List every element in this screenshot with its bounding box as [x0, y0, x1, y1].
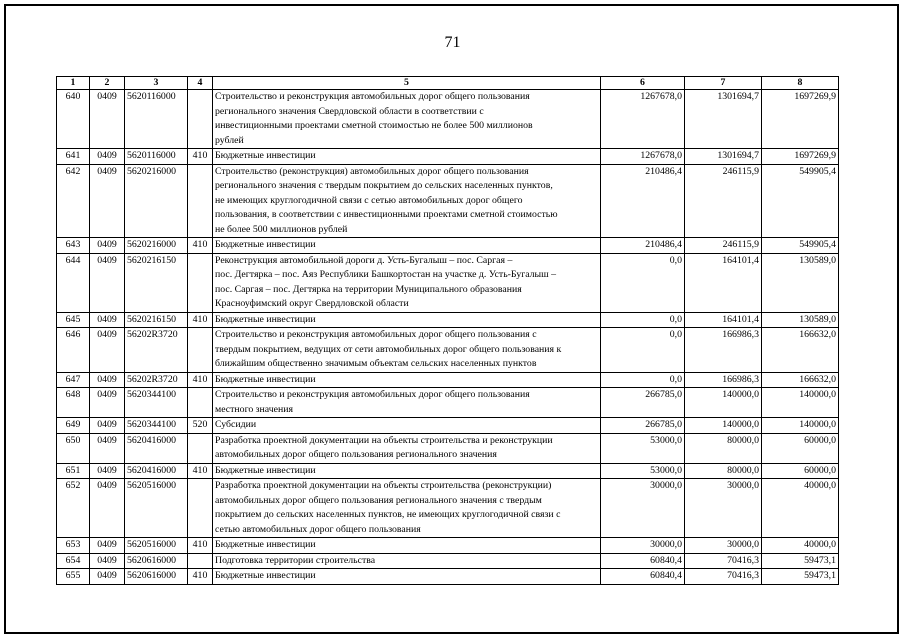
amount-col8-cell: 130589,0	[762, 312, 839, 328]
amount-col7-cell: 70416,3	[685, 553, 762, 569]
row-number-cell: 650	[57, 433, 90, 463]
description-line: Строительство и реконструкция автомобильных дорог общего пользования	[215, 389, 530, 400]
description-line: Реконструкция автомобильной дороги д. Усть-Бугалыш – пос. Саргая –	[215, 254, 513, 266]
amount-col6-cell: 60840,4	[601, 553, 685, 569]
description-cell	[213, 463, 601, 479]
description-line: Строительство (реконструкция) автомобильных дорог общего пользования	[215, 165, 529, 177]
target-article-cell: 5620216000	[125, 238, 188, 254]
table-row	[57, 90, 839, 149]
amount-col7-cell: 166986,3	[685, 372, 762, 388]
amount-col7-cell: 140000,0	[685, 388, 762, 418]
row-number-cell: 644	[57, 253, 90, 312]
description-cell	[213, 253, 601, 312]
amount-col7-cell: 1301694,7	[685, 90, 762, 149]
amount-col6-cell: 30000,0	[601, 479, 685, 538]
target-article-cell: 5620216150	[125, 312, 188, 328]
amount-col6-cell: 0,0	[601, 372, 685, 388]
table-row	[57, 538, 839, 554]
amount-col6-cell: 210486,4	[601, 164, 685, 238]
description-line: Подготовка территории строительства	[215, 554, 376, 566]
row-number-cell: 646	[57, 328, 90, 373]
table-row	[57, 312, 839, 328]
description-cell	[213, 149, 601, 165]
description-cell	[213, 238, 601, 254]
amount-col6-cell: 266785,0	[601, 418, 685, 434]
amount-col6-cell: 0,0	[601, 312, 685, 328]
amount-col8-cell: 60000,0	[762, 463, 839, 479]
amount-col8-cell: 166632,0	[762, 372, 839, 388]
description-cell	[213, 312, 601, 328]
target-article-cell: 5620416000	[125, 463, 188, 479]
amount-col7-cell: 164101,4	[685, 253, 762, 312]
table-row	[57, 418, 839, 434]
row-number-cell: 645	[57, 312, 90, 328]
amount-col8-cell: 140000,0	[762, 418, 839, 434]
description-cell	[213, 418, 601, 434]
expense-type-cell: 520	[188, 418, 213, 434]
amount-col8-cell: 140000,0	[762, 388, 839, 418]
description-line: пользования, в соответствии с инвестиционными проектами сметной стоимостью	[215, 209, 558, 220]
row-number-cell: 649	[57, 418, 90, 434]
section-code-cell: 0409	[90, 312, 125, 328]
expense-type-cell: 410	[188, 372, 213, 388]
row-number-cell: 647	[57, 372, 90, 388]
amount-col6-cell: 0,0	[601, 253, 685, 312]
amount-col8-cell: 166632,0	[762, 328, 839, 373]
section-code-cell: 0409	[90, 149, 125, 165]
section-code-cell: 0409	[90, 463, 125, 479]
page-number: 71	[444, 34, 461, 51]
row-number-cell: 654	[57, 553, 90, 569]
target-article-cell: 5620116000	[125, 90, 188, 149]
table-row	[57, 372, 839, 388]
description-cell	[213, 433, 601, 463]
description-line: рублей	[215, 134, 244, 146]
amount-col8-cell: 59473,1	[762, 553, 839, 569]
description-line: сетью автомобильных дорог общего пользования	[215, 523, 421, 535]
section-code-cell: 0409	[90, 328, 125, 373]
section-code-cell: 0409	[90, 372, 125, 388]
amount-col8-cell: 60000,0	[762, 433, 839, 463]
amount-col6-cell: 53000,0	[601, 433, 685, 463]
description-line: не имеющих круглогодичной связи с сетью автомобильных дорог общего	[215, 194, 523, 206]
description-line: покрытием до сельских населенных пунктов, не имеющих круглогодичной связи с	[215, 509, 561, 520]
description-line: Строительство и реконструкция автомобильных дорог общего пользования с	[215, 329, 537, 340]
description-line: Бюджетные инвестиции	[215, 239, 316, 250]
amount-col7-cell: 140000,0	[685, 418, 762, 434]
description-cell	[213, 328, 601, 373]
target-article-cell: 5620116000	[125, 149, 188, 165]
table-row	[57, 164, 839, 238]
target-article-cell: 5620216000	[125, 164, 188, 238]
table-row	[57, 238, 839, 254]
description-line: Субсидии	[215, 419, 257, 430]
amount-col6-cell: 30000,0	[601, 538, 685, 554]
description-line: не более 500 миллионов рублей	[215, 223, 348, 235]
amount-col6-cell: 0,0	[601, 328, 685, 373]
amount-col8-cell: 1697269,9	[762, 90, 839, 149]
section-code-cell: 0409	[90, 418, 125, 434]
table-row	[57, 479, 839, 538]
expense-type-cell	[188, 553, 213, 569]
amount-col7-cell: 30000,0	[685, 479, 762, 538]
section-code-cell: 0409	[90, 433, 125, 463]
expense-type-cell	[188, 90, 213, 149]
expense-type-cell: 410	[188, 238, 213, 254]
amount-col6-cell: 60840,4	[601, 569, 685, 585]
section-code-cell: 0409	[90, 479, 125, 538]
expense-type-cell: 410	[188, 569, 213, 585]
section-code-cell: 0409	[90, 253, 125, 312]
amount-col7-cell: 166986,3	[685, 328, 762, 373]
description-line: автомобильных дорог общего пользования регионального значения с твердым	[215, 494, 542, 506]
description-line: Бюджетные инвестиции	[215, 539, 316, 550]
description-line: Бюджетные инвестиции	[215, 373, 316, 385]
section-code-cell: 0409	[90, 538, 125, 554]
expense-type-cell: 410	[188, 538, 213, 554]
amount-col6-cell: 210486,4	[601, 238, 685, 254]
table-row	[57, 569, 839, 585]
amount-col7-cell: 164101,4	[685, 312, 762, 328]
expense-type-cell	[188, 164, 213, 238]
section-code-cell: 0409	[90, 90, 125, 149]
amount-col8-cell: 40000,0	[762, 479, 839, 538]
target-article-cell: 5620344100	[125, 418, 188, 434]
target-article-cell: 5620416000	[125, 433, 188, 463]
target-article-cell: 56202R3720	[125, 328, 188, 373]
expense-type-cell	[188, 479, 213, 538]
amount-col8-cell: 59473,1	[762, 569, 839, 585]
amount-col6-cell: 266785,0	[601, 388, 685, 418]
amount-col6-cell: 1267678,0	[601, 149, 685, 165]
section-code-cell: 0409	[90, 164, 125, 238]
description-cell	[213, 90, 601, 149]
amount-col8-cell: 1697269,9	[762, 149, 839, 165]
amount-col8-cell: 549905,4	[762, 164, 839, 238]
description-line: пос. Саргая – пос. Дегтярка на территории Муниципального образования	[215, 283, 522, 295]
table-row	[57, 463, 839, 479]
description-line: инвестиционными проектами сметной стоимостью не более 500 миллионов	[215, 120, 533, 131]
target-article-cell: 5620516000	[125, 479, 188, 538]
amount-col7-cell: 1301694,7	[685, 149, 762, 165]
header-cell: 2	[90, 77, 125, 90]
amount-col8-cell: 549905,4	[762, 238, 839, 254]
header-cell: 5	[213, 77, 601, 90]
description-line: Бюджетные инвестиции	[215, 313, 316, 325]
row-number-cell: 641	[57, 149, 90, 165]
header-cell: 1	[57, 77, 90, 90]
description-line: твердым покрытием, ведущих от сети автомобильных дорог общего пользования к	[215, 343, 562, 355]
expense-type-cell	[188, 388, 213, 418]
description-line: Красноуфимский округ Свердловской области	[215, 298, 409, 309]
expense-type-cell: 410	[188, 312, 213, 328]
description-line: местного значения	[215, 403, 294, 415]
amount-col7-cell: 80000,0	[685, 433, 762, 463]
expense-type-cell	[188, 433, 213, 463]
budget-table	[56, 76, 839, 585]
description-line: ближайшим общественно значимым объектам сельских населенных пунктов	[215, 358, 537, 369]
section-code-cell: 0409	[90, 388, 125, 418]
amount-col8-cell: 130589,0	[762, 253, 839, 312]
header-cell: 3	[125, 77, 188, 90]
target-article-cell: 5620616000	[125, 553, 188, 569]
row-number-cell: 653	[57, 538, 90, 554]
description-line: регионального значения Свердловской области в соответствии с	[215, 105, 484, 117]
target-article-cell: 56202R3720	[125, 372, 188, 388]
description-cell	[213, 388, 601, 418]
amount-col7-cell: 246115,9	[685, 238, 762, 254]
row-number-cell: 651	[57, 463, 90, 479]
row-number-cell: 640	[57, 90, 90, 149]
row-number-cell: 655	[57, 569, 90, 585]
table-row	[57, 553, 839, 569]
description-line: регионального значения с твердым покрытием до сельских населенных пунктов,	[215, 180, 553, 191]
description-line: Разработка проектной документации на объекты строительства (реконструкции)	[215, 480, 552, 491]
header-cell: 4	[188, 77, 213, 90]
header-cell: 7	[685, 77, 762, 90]
amount-col6-cell: 1267678,0	[601, 90, 685, 149]
table-body	[57, 90, 839, 585]
section-code-cell: 0409	[90, 553, 125, 569]
row-number-cell: 643	[57, 238, 90, 254]
header-cell: 6	[601, 77, 685, 90]
description-line: автомобильных дорог общего пользования регионального значения	[215, 449, 497, 460]
description-line: Разработка проектной документации на объекты строительства и реконструкции	[215, 434, 553, 446]
description-cell	[213, 569, 601, 585]
description-line: Бюджетные инвестиции	[215, 464, 316, 476]
expense-type-cell: 410	[188, 463, 213, 479]
row-number-cell: 652	[57, 479, 90, 538]
row-number-cell: 648	[57, 388, 90, 418]
expense-type-cell: 410	[188, 149, 213, 165]
target-article-cell: 5620516000	[125, 538, 188, 554]
table-row	[57, 433, 839, 463]
amount-col8-cell: 40000,0	[762, 538, 839, 554]
description-cell	[213, 372, 601, 388]
table-row	[57, 149, 839, 165]
description-cell	[213, 479, 601, 538]
target-article-cell: 5620216150	[125, 253, 188, 312]
row-number-cell: 642	[57, 164, 90, 238]
amount-col7-cell: 70416,3	[685, 569, 762, 585]
header-row	[57, 77, 839, 90]
section-code-cell: 0409	[90, 238, 125, 254]
target-article-cell: 5620616000	[125, 569, 188, 585]
amount-col7-cell: 80000,0	[685, 463, 762, 479]
description-cell	[213, 538, 601, 554]
description-line: Строительство и реконструкция автомобильных дорог общего пользования	[215, 91, 530, 102]
table-row	[57, 253, 839, 312]
description-line: Бюджетные инвестиции	[215, 150, 316, 161]
table-row	[57, 388, 839, 418]
description-line: пос. Дегтярка – пос. Аяз Республики Башкортостан на участке д. Усть-Бугалыш –	[215, 269, 557, 280]
description-cell	[213, 164, 601, 238]
amount-col6-cell: 53000,0	[601, 463, 685, 479]
header-cell: 8	[762, 77, 839, 90]
table-row	[57, 328, 839, 373]
section-code-cell: 0409	[90, 569, 125, 585]
amount-col7-cell: 30000,0	[685, 538, 762, 554]
target-article-cell: 5620344100	[125, 388, 188, 418]
expense-type-cell	[188, 253, 213, 312]
expense-type-cell	[188, 328, 213, 373]
description-line: Бюджетные инвестиции	[215, 570, 316, 581]
description-cell	[213, 553, 601, 569]
amount-col7-cell: 246115,9	[685, 164, 762, 238]
